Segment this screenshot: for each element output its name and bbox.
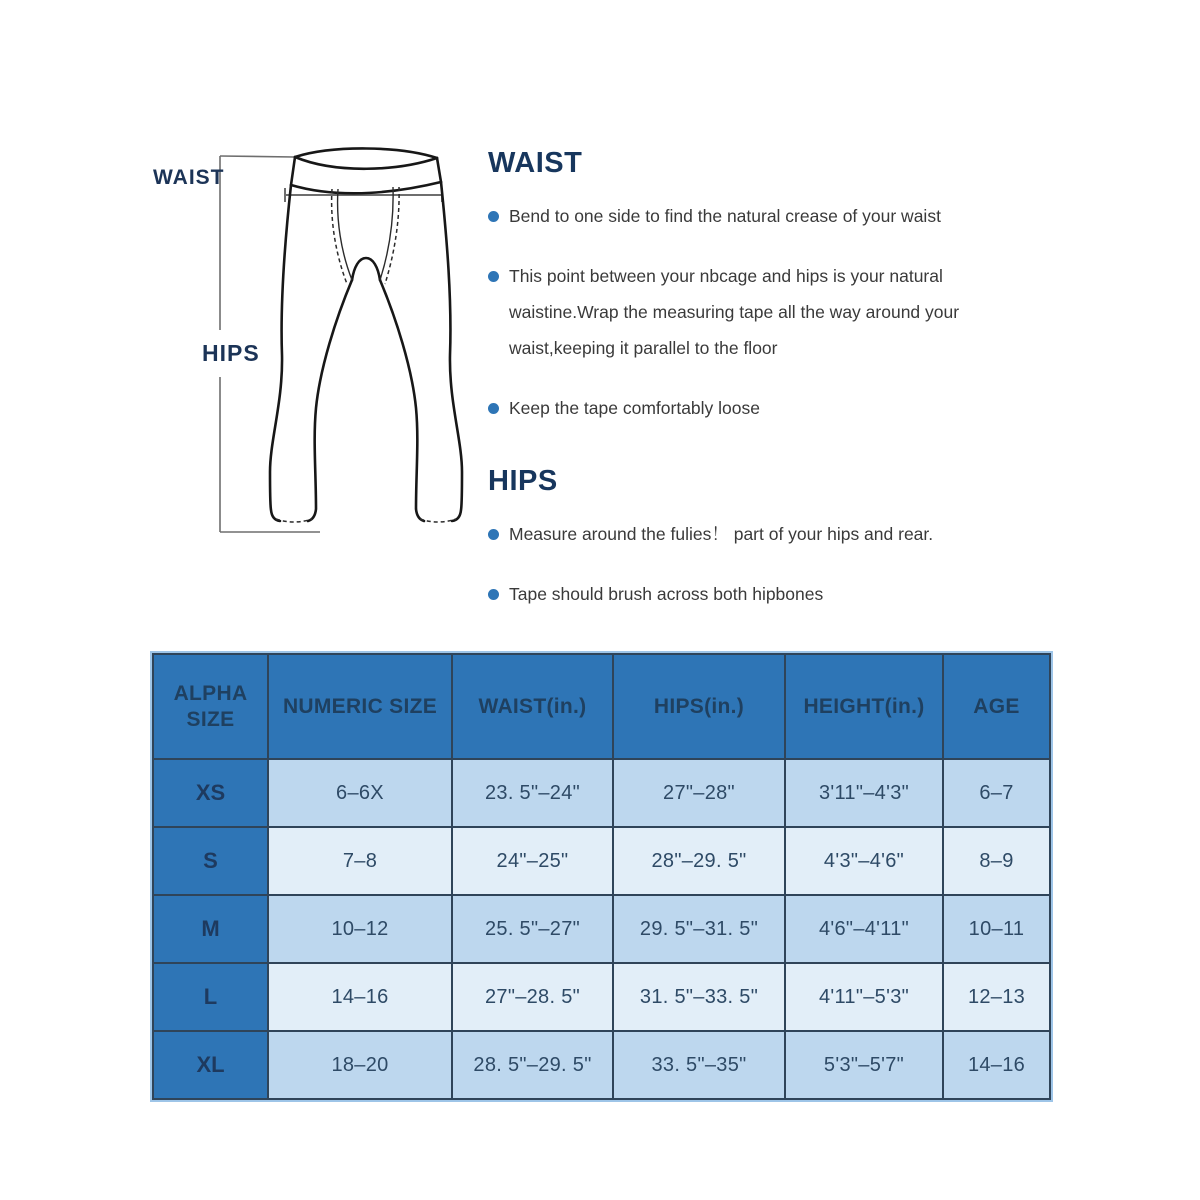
bullet-text: Keep the tape comfortably loose — [509, 398, 760, 418]
column-header-height: HEIGHT(in.) — [785, 654, 943, 759]
alpha-size-cell: XL — [153, 1031, 268, 1099]
list-item — [488, 390, 1056, 426]
waist-section-title: WAIST — [488, 147, 583, 179]
table-cell: 28. 5"–29. 5" — [452, 1031, 613, 1099]
table-cell: 10–11 — [943, 895, 1050, 963]
column-header-numeric-size: NUMERIC SIZE — [268, 654, 452, 759]
pants-diagram — [140, 140, 480, 540]
table-cell: 7–8 — [268, 827, 452, 895]
table-cell: 8–9 — [943, 827, 1050, 895]
table-cell: 4'11"–5'3" — [785, 963, 943, 1031]
table-cell: 6–6X — [268, 759, 452, 827]
column-header-hips: HIPS(in.) — [613, 654, 785, 759]
diagram-waist-label: WAIST — [153, 166, 225, 189]
table-row-m — [153, 895, 1050, 963]
column-header-age: AGE — [943, 654, 1050, 759]
alpha-size-cell: M — [153, 895, 268, 963]
table-cell: 3'11"–4'3" — [785, 759, 943, 827]
table-cell: 5'3"–5'7" — [785, 1031, 943, 1099]
table-row-xl — [153, 1031, 1050, 1099]
table-cell: 27"–28. 5" — [452, 963, 613, 1031]
table-cell: 14–16 — [943, 1031, 1050, 1099]
alpha-size-cell: S — [153, 827, 268, 895]
table-cell: 10–12 — [268, 895, 452, 963]
waist-bullet-list — [488, 198, 1056, 426]
bullet-text: This point between your nbcage and hips is your natural waistine.Wrap the measuring tape all the way around your waist,keeping it parallel to the floor — [509, 266, 960, 358]
table-row-s — [153, 827, 1050, 895]
column-header-waist: WAIST(in.) — [452, 654, 613, 759]
column-header-alpha-size: ALPHA SIZE — [153, 654, 268, 759]
table-cell: 24"–25" — [452, 827, 613, 895]
table-cell: 12–13 — [943, 963, 1050, 1031]
list-item — [488, 576, 1056, 612]
table-cell: 14–16 — [268, 963, 452, 1031]
bullet-icon — [488, 589, 499, 600]
list-item — [488, 198, 1056, 234]
header-row — [153, 654, 1050, 759]
bullet-icon — [488, 271, 499, 282]
diagram-hips-label: HIPS — [202, 340, 260, 366]
alpha-size-cell: L — [153, 963, 268, 1031]
bullet-icon — [488, 529, 499, 540]
table-cell: 6–7 — [943, 759, 1050, 827]
table-row-xs — [153, 759, 1050, 827]
size-chart-table — [152, 653, 1051, 1100]
table-cell: 33. 5"–35" — [613, 1031, 785, 1099]
alpha-size-cell: XS — [153, 759, 268, 827]
table-cell: 27"–28" — [613, 759, 785, 827]
list-item — [488, 516, 1056, 552]
bullet-icon — [488, 211, 499, 222]
bullet-text: Tape should brush across both hipbones — [509, 584, 824, 604]
pants-drawing-icon — [140, 140, 480, 540]
table-cell: 28"–29. 5" — [613, 827, 785, 895]
bullet-icon — [488, 403, 499, 414]
table-cell: 4'3"–4'6" — [785, 827, 943, 895]
measuring-instructions — [488, 146, 1056, 636]
table-cell: 31. 5"–33. 5" — [613, 963, 785, 1031]
bullet-text: Measure around the fulies！ part of your hips and rear. — [509, 524, 934, 544]
bullet-text: Bend to one side to find the natural crease of your waist — [509, 206, 941, 226]
table-cell: 23. 5"–24" — [452, 759, 613, 827]
table-row-l — [153, 963, 1050, 1031]
list-item — [488, 258, 1056, 366]
table-cell: 29. 5"–31. 5" — [613, 895, 785, 963]
hips-section-title: HIPS — [488, 465, 558, 497]
table-cell: 25. 5"–27" — [452, 895, 613, 963]
table-cell: 18–20 — [268, 1031, 452, 1099]
size-chart — [152, 653, 1051, 1100]
hips-bullet-list — [488, 516, 1056, 612]
table-cell: 4'6"–4'11" — [785, 895, 943, 963]
